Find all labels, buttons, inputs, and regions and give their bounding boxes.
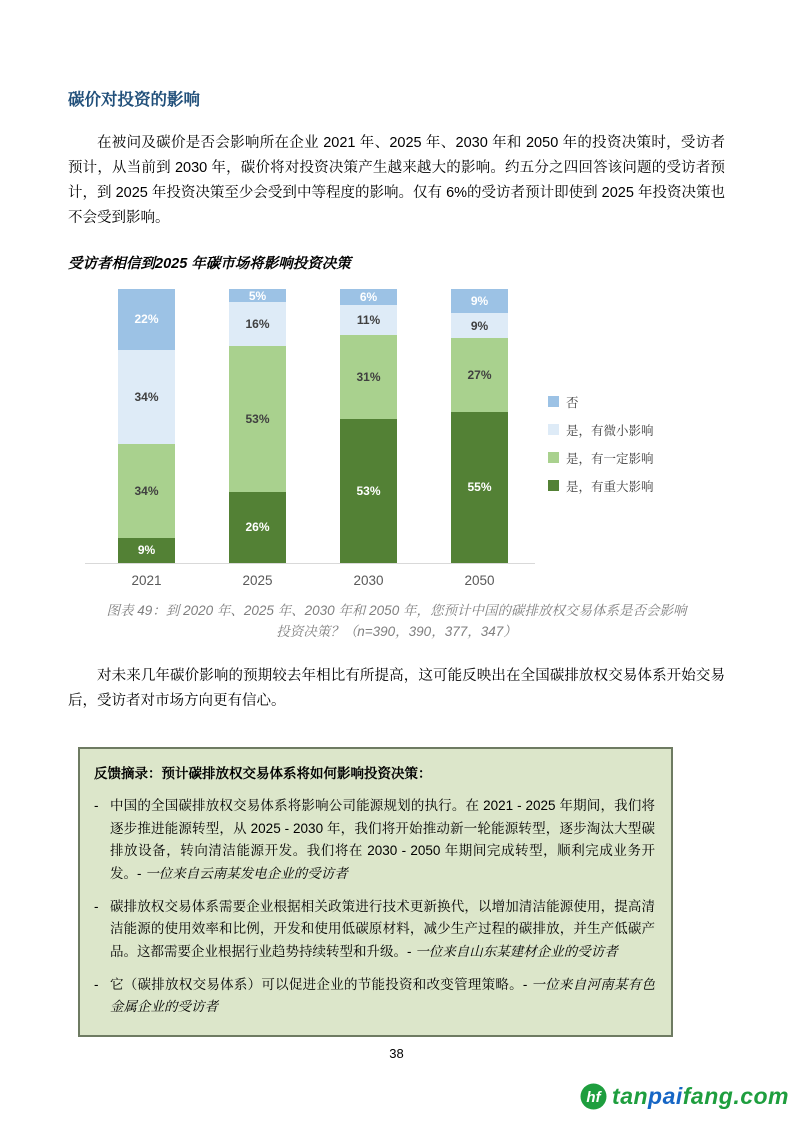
bar-segment: [229, 289, 286, 303]
svg-text:hf: hf: [586, 1089, 601, 1106]
bar-segment: [118, 289, 175, 350]
bar-segment: [451, 412, 508, 563]
feedback-item: [94, 896, 655, 964]
bar-value-label: 6%: [359, 289, 378, 304]
bar-value-label: 11%: [356, 312, 381, 327]
legend-label: 是，有重大影响: [566, 479, 654, 494]
feedback-attribution: 一位来自山东某建材企业的受访者: [415, 944, 618, 960]
feedback-quotes-box: [78, 747, 673, 1037]
logo-text-segment: fang.com: [682, 1083, 789, 1109]
logo-text-segment: tan: [612, 1083, 649, 1109]
legend-item: [548, 393, 654, 411]
stacked-bar-2050: [451, 289, 508, 563]
bar-segment: [451, 313, 508, 338]
bars-row: [85, 289, 535, 564]
bar-segment: [229, 302, 286, 346]
analysis-paragraph: 对未来几年碳价影响的预期较去年相比有所提高，这可能反映出在全国碳排放权交易体系开始交易后，受访者对市场方向更有信心。: [68, 667, 725, 709]
feedback-item: [94, 795, 655, 886]
legend-item: [548, 449, 654, 467]
bar-value-label: 53%: [245, 411, 270, 426]
legend-item: [548, 477, 654, 495]
tanpaifang-logo-icon: [580, 1083, 607, 1110]
x-axis-label: 2050: [464, 572, 495, 588]
section-heading: 碳价对投资的影响: [68, 91, 200, 109]
feedback-box-title: 反馈摘录：预计碳排放权交易体系将如何影响投资决策：: [94, 766, 432, 782]
legend-swatch: [548, 424, 559, 435]
x-axis-label: 2030: [353, 572, 384, 588]
chart-title: 受访者相信到2025 年碳市场将影响投资决策: [68, 255, 351, 272]
bar-segment: [118, 538, 175, 563]
tanpaifang-logo[interactable]: [580, 1083, 789, 1110]
feedback-attribution: 一位来自河南某有色金属企业的受访者: [110, 976, 656, 1015]
feedback-quote: 中国的全国碳排放权交易体系将影响公司能源规划的执行。在 2021 - 2025 年期间，我们将逐步推进能源转型，从 2025 - 2030 年，我们将开始推动新一轮能源转型，逐步淘汰大型碳排放设备，转向清洁能源开发。我们将在 2030 - 2050 年期间完成转型，顺利完成业务开发。-: [110, 798, 655, 882]
bar-segment: [451, 289, 508, 314]
x-axis-labels: [85, 573, 535, 588]
bar-value-label: 22%: [134, 312, 159, 327]
legend-swatch: [548, 480, 559, 491]
x-axis-label: 2021: [131, 572, 162, 588]
feedback-item: [94, 974, 655, 1019]
bar-value-label: 34%: [134, 389, 159, 404]
bar-segment: [451, 338, 508, 412]
bar-value-label: 53%: [356, 483, 381, 498]
bullet-marker: -: [94, 976, 99, 992]
bar-segment: [118, 350, 175, 444]
bar-segment: [340, 335, 397, 419]
legend-swatch: [548, 396, 559, 407]
legend-label: 是，有微小影响: [566, 423, 654, 438]
bar-value-label: 16%: [245, 317, 270, 332]
chart-plot-area: [85, 289, 535, 588]
legend-label: 否: [566, 395, 579, 410]
stacked-bar-chart: [85, 289, 725, 588]
bar-segment: [118, 444, 175, 538]
bar-value-label: 26%: [245, 520, 270, 535]
page-number: 38: [389, 1046, 404, 1061]
feedback-text: [110, 795, 655, 886]
bar-value-label: 9%: [137, 543, 156, 558]
bar-segment: [229, 346, 286, 491]
intro-paragraph: 在被问及碳价是否会影响所在企业 2021 年、2025 年、2030 年和 2050 年的投资决策时，受访者预计，从当前到 2030 年，碳价将对投资决策产生越来越大的影响。约五分之四回答该问题的受访者预计，到 2025 年投资决策至少会受到中等程度的影响。仅有 6%的受访者预计即使到 2025 年投资决策也不会受到影响。: [68, 135, 725, 226]
stacked-bar-2030: [340, 289, 397, 563]
figure-caption: [68, 601, 725, 643]
bar-value-label: 31%: [356, 369, 381, 384]
bar-segment: [229, 492, 286, 563]
bar-value-label: 9%: [470, 318, 489, 333]
bullet-marker: -: [94, 798, 99, 814]
legend-swatch: [548, 452, 559, 463]
legend-label: 是，有一定影响: [566, 451, 654, 466]
bar-value-label: 27%: [467, 368, 492, 383]
logo-text-segment: pai: [648, 1083, 683, 1109]
stacked-bar-2025: [229, 289, 286, 563]
bar-value-label: 5%: [248, 288, 267, 303]
bar-segment: [340, 305, 397, 335]
bar-segment: [340, 289, 397, 305]
stacked-bar-2021: [118, 289, 175, 563]
bar-value-label: 9%: [470, 294, 489, 309]
feedback-quote: 碳排放权交易体系需要企业根据相关政策进行技术更新换代，以增加清洁能源使用，提高清洁能源的使用效率和比例，开发和使用低碳原材料，减少生产过程的碳排放，并生产低碳产品。这都需要企业根据行业趋势持续转型和升级。-: [110, 898, 655, 960]
feedback-text: [110, 974, 655, 1019]
bar-segment: [340, 419, 397, 563]
figure-caption-line2: 投资决策？（n=390，390，377，347）: [276, 623, 517, 639]
bullet-marker: -: [94, 898, 99, 914]
chart-legend: [548, 393, 654, 588]
tanpaifang-logo-text: [612, 1085, 789, 1108]
x-axis-label: 2025: [242, 572, 273, 588]
feedback-quote: 它（碳排放权交易体系）可以促进企业的节能投资和改变管理策略。-: [110, 976, 532, 992]
figure-caption-line1: 图表 49：到 2020 年、2025 年、2030 年和 2050 年，您预计中国的碳排放权交易体系是否会影响: [106, 602, 687, 618]
bar-value-label: 55%: [467, 480, 492, 495]
bar-value-label: 34%: [134, 483, 159, 498]
feedback-attribution: 一位来自云南某发电企业的受访者: [145, 866, 348, 882]
feedback-text: [110, 896, 655, 964]
legend-item: [548, 421, 654, 439]
feedback-items: [94, 795, 655, 1019]
